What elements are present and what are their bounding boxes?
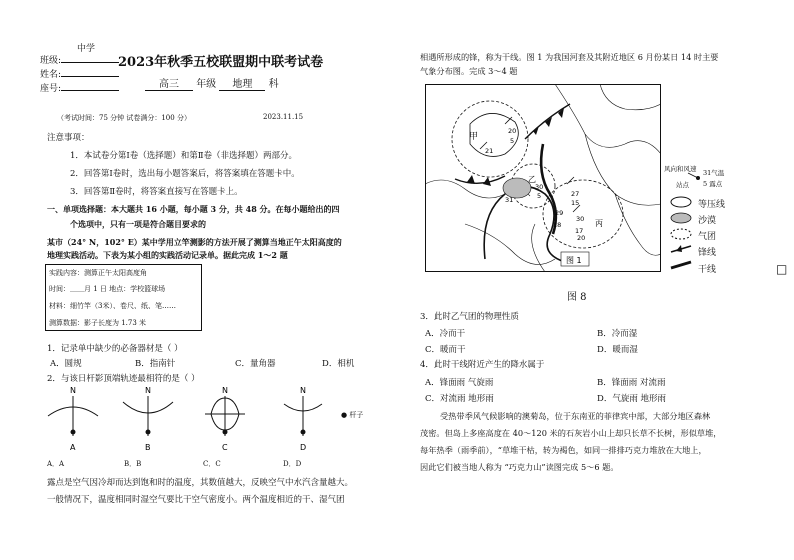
- diagram-d: [284, 396, 322, 436]
- class-label: 班级:: [40, 53, 119, 66]
- q2-option-b: B．B: [124, 460, 142, 468]
- q3-option-b: B．冷而湿: [597, 329, 638, 339]
- dew-line-2: 一般情况下，温度相同时湿空气要比干空气密度小。两个温度相近的干、湿气团: [47, 495, 345, 505]
- diagram-c: [205, 396, 245, 436]
- map-num-20: 20: [508, 127, 517, 135]
- station-legend-wind: 风向和风速: [664, 165, 697, 173]
- name-label: 姓名:: [40, 67, 119, 80]
- section1-title-2: 个选项中，只有一项是符合题目要求的: [70, 219, 206, 229]
- exam-info: （考试时间：75 分钟 试卷满分：100 分）: [57, 114, 191, 122]
- fig-letter-b: B: [145, 443, 151, 452]
- passage-line-4: 因此它们被当地人称为 “巧克力山”读图完成 5～6 题。: [420, 462, 619, 472]
- q3-stem: 3．此时乙气团的物理性质: [420, 312, 519, 322]
- seat-label: 座号:: [40, 81, 119, 94]
- section1-intro: 某市（24° N，102° E）某中学用立竿测影的方法开展了测算当地正午太阳高度的: [47, 237, 342, 247]
- notice-item-3: 3．回答第Ⅱ卷时，将答案直接写在答题卡上。: [70, 187, 243, 197]
- map-num-5: 5: [510, 137, 515, 145]
- isobar-legend-icon: [671, 197, 691, 207]
- q2-option-c: C．C: [203, 460, 221, 468]
- side-checkbox[interactable]: □: [776, 262, 788, 276]
- q3-option-d: D．暖而湿: [597, 345, 638, 355]
- legend-airmass: 气团: [698, 232, 717, 242]
- notice-item-2: 2．回答第Ⅰ卷时，选出每小题答案后，将答案填在答题卡中。: [70, 169, 300, 179]
- diagram-b: [123, 396, 173, 436]
- activity-materials: 材料：细竹竿（3米）、卷尺、纸、笔……: [49, 302, 176, 310]
- section1-title: 一、单项选择题：本大题共 16 小题，每小题 3 分，共 48 分。在每小题给出的四: [47, 204, 340, 214]
- station-legend-dew: 5 露点: [703, 180, 723, 188]
- q1-option-d: D．相机: [322, 359, 355, 369]
- exam-date: 2023.11.15: [263, 113, 304, 121]
- map-fig-label: 图 1: [566, 256, 582, 265]
- n-label-b: N: [145, 386, 151, 395]
- weather-map: [425, 84, 661, 272]
- q4-option-c: C．对流雨 地形雨: [425, 394, 494, 404]
- desert-legend-icon: [671, 213, 691, 223]
- fig-letter-d: D: [300, 443, 307, 452]
- q4-option-b: B．锋面雨 对流雨: [597, 378, 666, 388]
- q2-stem: 2．与该日杆影顶端轨迹最相符的是（ ）: [47, 374, 200, 384]
- legend-dryline: 干线: [698, 265, 717, 275]
- q3-option-c: C．暖而干: [425, 345, 466, 355]
- activity-record-box: [45, 264, 202, 331]
- map-num-18: 18: [553, 221, 562, 229]
- station-legend-station: 站点: [676, 181, 689, 189]
- dew-line-1: 露点是空气因冷却而达到饱和时的温度，其数值越大，反映空气中水汽含量越大。: [47, 478, 354, 488]
- q3-option-a: A．冷而干: [425, 329, 466, 339]
- legend-front: 锋线: [698, 248, 717, 258]
- figure-caption: 图 8: [567, 292, 587, 303]
- map-num-30a: 30: [535, 183, 544, 191]
- fig-letter-c: C: [222, 443, 228, 452]
- grade-line: 高三 年级 地理 科: [145, 75, 279, 91]
- diagram-a: [48, 396, 98, 436]
- legend-isobar: 等压线: [698, 200, 726, 210]
- activity-time: 时间：＿＿月 1 日 地点：学校篮球场: [49, 285, 166, 293]
- q2-shadow-diagrams: [40, 384, 370, 456]
- q4-stem: 4．此时干线附近产生的降水属于: [420, 360, 545, 370]
- school-suffix: 中学: [77, 44, 96, 54]
- q1-option-a: A．圆规: [50, 359, 82, 369]
- pole-legend: ● 杆子: [341, 411, 364, 419]
- notice-title: 注意事项：: [47, 133, 90, 143]
- map-num-15: 15: [571, 199, 580, 207]
- map-num-31: 31: [505, 196, 514, 204]
- passage-line-3: 每年热季（雨季前），“草堆干枯，转为褐色，如同一排排巧克力堆放在大地上，: [420, 445, 707, 455]
- n-label-d: N: [300, 386, 306, 395]
- dryline-legend-icon: [671, 262, 691, 268]
- map-legend-icons: [668, 196, 696, 278]
- notice-item-1: 1．本试卷分第Ⅰ卷（选择题）和第Ⅱ卷（非选择题）两部分。: [70, 151, 298, 161]
- map-label-yi: 乙: [528, 175, 536, 184]
- station-legend-temp: 31气温: [703, 169, 725, 177]
- map-num-30b: 30: [576, 215, 585, 223]
- exam-title: 2023年秋季五校联盟期中联考试卷: [118, 55, 324, 70]
- n-label-a: N: [70, 386, 76, 395]
- subject-value: 地理: [219, 75, 265, 91]
- passage-line-2: 茂密。但岛上多座高度在 40～120 米的石灰岩小山上却只长草不长树，形似草堆，: [420, 428, 722, 438]
- map-label-jia: 甲: [469, 132, 479, 142]
- fig-letter-a: A: [70, 443, 76, 452]
- q1-option-b: B．指南针: [135, 359, 176, 369]
- right-intro-2: 气象分布图。完成 3～4 题: [420, 66, 518, 76]
- q4-option-a: A．锋面雨 气旋雨: [425, 378, 494, 388]
- map-label-bing: 丙: [595, 219, 603, 228]
- q4-option-d: D．气旋雨 地形雨: [597, 394, 667, 404]
- passage-line-1: 受热带季风气候影响的澳菊岛，位于东南亚的菲律宾中部，大部分地区森林: [440, 411, 711, 421]
- q2-option-a: A．A: [47, 460, 65, 468]
- activity-content: 实践内容：测算正午太阳高度角: [49, 269, 147, 277]
- section1-intro-2: 地理实践活动。下表为某小组的实践活动记录单。据此完成 1～2 题: [47, 250, 288, 260]
- map-num-27: 27: [571, 190, 580, 198]
- right-intro-1: 相遇所形成的锋，称为干线。图 1 为我国河套及其附近地区 6 月份某日 14 时主要: [420, 52, 719, 62]
- q1-option-c: C．量角器: [235, 359, 276, 369]
- grade-value: 高三: [145, 75, 193, 91]
- map-num-17: 17: [575, 227, 584, 235]
- activity-data: 测算数据：影子长度为 1.73 米: [49, 319, 147, 327]
- map-num-20b: 20: [577, 234, 586, 242]
- map-num-21: 21: [485, 147, 494, 155]
- legend-desert: 沙漠: [698, 216, 717, 226]
- q1-stem: 1．记录单中缺少的必备器材是（ ）: [47, 344, 183, 354]
- q2-option-d: D．D: [283, 460, 302, 468]
- front-legend-icon: [671, 245, 691, 252]
- airmass-legend-icon: [671, 229, 691, 239]
- map-num-29: 29: [555, 209, 564, 217]
- map-num-5b: 5: [537, 192, 542, 200]
- n-label-c: N: [222, 386, 228, 395]
